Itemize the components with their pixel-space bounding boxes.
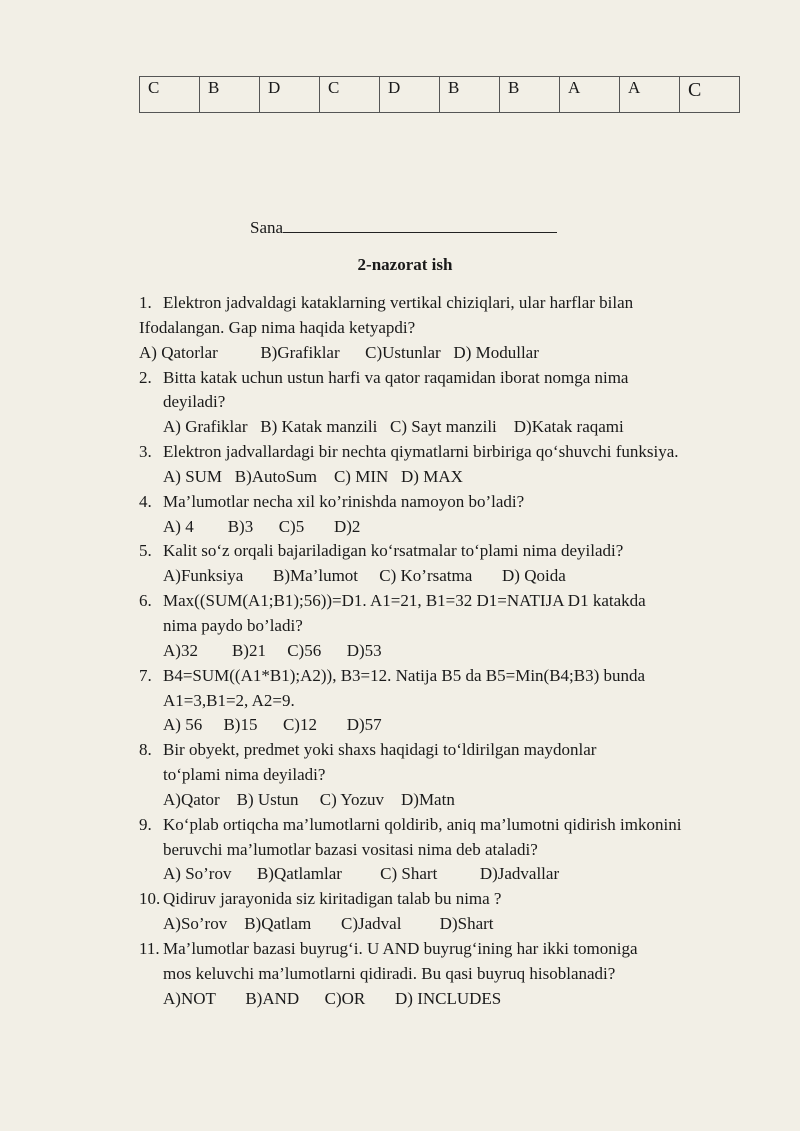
question-number: 5. <box>139 541 152 561</box>
question-line: Qidiruv jarayonida siz kiritadigan talab bu nima ? <box>163 889 502 909</box>
question-text <box>139 664 759 689</box>
question-text <box>139 440 759 465</box>
date-label: Sana <box>250 218 284 237</box>
answer-options: A) SUM B)AutoSum C) MIN D) MAX <box>163 466 463 486</box>
question-line: Elektron jadvaldagi kataklarning vertikal chiziqlari, ular harflar bilan <box>163 293 634 312</box>
question-text <box>139 291 759 316</box>
question-line: Bir obyekt, predmet yoki shaxs haqidagi to‘ldirilgan maydonlar <box>163 740 597 760</box>
answer-cell: D <box>260 77 320 113</box>
question-item <box>139 539 759 589</box>
question-item <box>139 887 759 937</box>
question-text-continued: Ifodalangan. Gap nima haqida ketyapdi? <box>139 317 416 337</box>
answer-options: A)Funksiya B)Ma’lumot C) Ko’rsatma D) Qoida <box>163 566 566 586</box>
answer-cell: C <box>680 77 740 113</box>
question-number: 7. <box>139 665 152 685</box>
question-text <box>139 738 759 763</box>
question-number: 2. <box>139 367 152 387</box>
question-text <box>139 813 759 838</box>
answer-cell: B <box>440 77 500 113</box>
question-text-continued <box>139 838 759 863</box>
question-text-continued <box>139 689 759 714</box>
question-number: 9. <box>139 814 152 834</box>
question-item <box>139 490 759 540</box>
question-line: A1=3,B1=2, A2=9. <box>163 690 295 710</box>
question-item <box>139 813 759 888</box>
answer-options: A) 4 B)3 C)5 D)2 <box>163 516 361 536</box>
question-line: mos keluvchi ma’lumotlarni qidiradi. Bu qasi buyruq hisoblanadi? <box>163 963 616 983</box>
question-text <box>139 366 759 391</box>
question-number: 8. <box>139 740 152 760</box>
answer-options: A)32 B)21 C)56 D)53 <box>163 640 382 660</box>
answer-cell: D <box>380 77 440 113</box>
question-item <box>139 366 759 441</box>
question-line: Ma’lumotlar bazasi buyrug‘i. U AND buyrug‘ining har ikki tomoniga <box>163 938 638 958</box>
answer-options: A) So’rov B)Qatlamlar C) Shart D)Jadvallar <box>163 864 560 884</box>
question-item <box>139 291 759 366</box>
question-text <box>139 937 759 962</box>
question-line: deyiladi? <box>163 392 226 412</box>
answer-cell: C <box>320 77 380 113</box>
question-line: Bitta katak uchun ustun harfi va qator raqamidan iborat nomga nima <box>163 367 629 387</box>
answer-key-row <box>140 77 740 113</box>
question-item <box>139 440 759 490</box>
question-text <box>139 887 759 912</box>
answer-options: A) Qatorlar B)Grafiklar C)Ustunlar D) Modullar <box>139 342 539 362</box>
question-number: 3. <box>139 442 152 462</box>
date-field <box>250 215 557 238</box>
question-line: beruvchi ma’lumotlar bazasi vositasi nima deb ataladi? <box>163 839 538 859</box>
question-text <box>139 539 759 564</box>
answer-options: A)Qator B) Ustun C) Yozuv D)Matn <box>163 789 455 809</box>
answer-options: A) Grafiklar B) Katak manzili C) Sayt manzili D)Katak raqami <box>163 417 624 437</box>
question-number: 4. <box>139 491 152 511</box>
answer-cell: B <box>500 77 560 113</box>
question-text-continued <box>139 763 759 788</box>
answer-cell: C <box>140 77 200 113</box>
question-line: nima paydo bo’ladi? <box>163 615 303 635</box>
question-number: 10. <box>139 889 161 909</box>
question-item <box>139 589 759 664</box>
question-text-continued <box>139 614 759 639</box>
question-text-continued <box>139 390 759 415</box>
question-text <box>139 490 759 515</box>
answer-cell: A <box>620 77 680 113</box>
question-item <box>139 664 759 739</box>
question-number: 11. <box>139 938 160 958</box>
question-line: Max((SUM(A1;B1);56))=D1. A1=21, B1=32 D1=NATIJA D1 katakda <box>163 591 646 611</box>
answer-options: A)So’rov B)Qatlam C)Jadval D)Shart <box>163 914 494 934</box>
answer-cell: B <box>200 77 260 113</box>
question-line: Kalit so‘z orqali bajariladigan ko‘rsatmalar to‘plami nima deyiladi? <box>163 541 624 561</box>
question-text-continued <box>139 962 759 987</box>
answer-cell: A <box>560 77 620 113</box>
answer-options: A) 56 B)15 C)12 D)57 <box>163 715 382 735</box>
question-number: 6. <box>139 591 152 611</box>
date-blank-line <box>283 215 557 233</box>
page-title: 2-nazorat ish <box>357 255 453 274</box>
question-text <box>139 589 759 614</box>
question-number: 1. <box>139 293 152 312</box>
question-list <box>139 291 759 1011</box>
question-line: Elektron jadvallardagi bir nechta qiymatlarni birbiriga qo‘shuvchi funksiya. <box>163 442 679 462</box>
question-line: B4=SUM((A1*B1);A2)), B3=12. Natija B5 da B5=Min(B4;B3) bunda <box>163 665 646 685</box>
question-line: Ma’lumotlar necha xil ko’rinishda namoyon bo’ladi? <box>163 491 525 511</box>
answer-key-table <box>139 76 740 113</box>
question-item <box>139 937 759 1012</box>
question-line: to‘plami nima deyiladi? <box>163 765 326 785</box>
question-item <box>139 738 759 813</box>
answer-options: A)NOT B)AND C)OR D) INCLUDES <box>163 988 502 1008</box>
question-line: Ko‘plab ortiqcha ma’lumotlarni qoldirib, aniq ma’lumotni qidirish imkonini <box>163 814 682 834</box>
